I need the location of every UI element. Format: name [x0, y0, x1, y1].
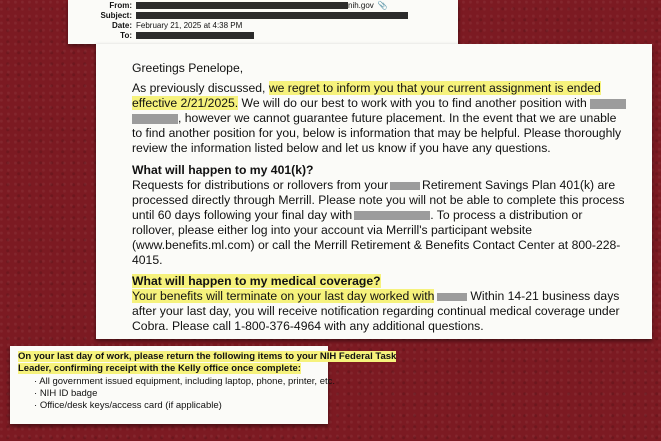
list-item-text: Office/desk keys/access card (if applicable) [39, 400, 222, 411]
redacted-recipient [136, 32, 254, 39]
401k-line-4: rollover, please either log into your account via Merrill's participant website [132, 223, 532, 237]
intro-text: As previously discussed, [132, 81, 269, 95]
return-note-text: On your last day of work, please return the following items to your NIH Federal Task [18, 351, 397, 362]
subject-row [68, 11, 408, 21]
list-item: · Office/desk keys/access card (if applicable) [34, 400, 222, 411]
intro-line-4: to find another position for you, below is information that may be helpful. Please thoroughly [132, 126, 622, 140]
return-items-note [10, 346, 397, 424]
redacted-company [132, 114, 178, 124]
medical-text: Within 14-21 business days [470, 289, 620, 303]
redacted-company [390, 182, 420, 190]
401k-text: until 60 days following your final day with [132, 208, 353, 222]
from-domain[interactable]: nih.gov [348, 1, 374, 10]
medical-heading [132, 274, 381, 289]
greeting: Greetings Penelope, [132, 61, 244, 75]
401k-heading: What will happen to my 401(k)? [132, 163, 314, 177]
401k-line-1 [132, 178, 615, 193]
email-header [68, 0, 458, 44]
redacted-company [590, 99, 626, 109]
intro-text: , however we cannot guarantee future placement. In the event that we are unable [178, 111, 617, 125]
401k-line-6: 4015. [132, 253, 163, 267]
medical-line-3: Cobra. Please call 1-800-376-4964 with any additional questions. [132, 319, 484, 333]
401k-text: Retirement Savings Plan 401(k) are [422, 178, 616, 192]
401k-line-2: processed directly through Merrill. Please note you will not be able to complete this process [132, 193, 625, 207]
return-note-text: Leader, confirming receipt with the Kelly office once complete: [18, 363, 301, 374]
date-value: February 21, 2025 at 4:38 PM [136, 21, 243, 30]
subject-label: Subject: [100, 11, 132, 20]
401k-text: . To process a distribution or [430, 208, 583, 222]
paperclip-icon[interactable]: 📎 [377, 1, 388, 10]
intro-line-3 [132, 111, 616, 126]
medical-heading-text: What will happen to my medical coverage? [132, 274, 381, 288]
intro-line-2 [132, 96, 626, 111]
intro-line-1 [132, 81, 601, 96]
list-item-text: NIH ID badge [39, 388, 98, 399]
intro-text: We will do our best to work with you to find another position with [238, 96, 587, 110]
to-row [68, 31, 254, 41]
from-row [68, 1, 388, 11]
return-note-line-2 [18, 363, 301, 375]
list-item: · All government issued equipment, including laptop, phone, printer, etc. [34, 376, 336, 387]
list-item-text: All government issued equipment, including laptop, phone, printer, etc. [39, 376, 336, 387]
intro-line-5: review the information listed below and let us know if you have any questions. [132, 141, 551, 155]
redacted-sender [136, 2, 348, 9]
redacted-subject [136, 12, 408, 19]
return-note-line-1 [18, 351, 396, 363]
date-label: Date: [111, 21, 132, 30]
highlighted-ending-notice: we regret to inform you that your current assignment is ended [268, 81, 601, 95]
redacted-company [354, 211, 430, 220]
highlighted-benefits-end: Your benefits will terminate on your last day worked with [132, 289, 435, 303]
redacted-company [437, 293, 467, 301]
list-item: · NIH ID badge [34, 388, 98, 399]
highlighted-effective-date: effective 2/21/2025. [132, 96, 239, 110]
from-label: From: [109, 1, 132, 10]
401k-text: Requests for distributions or rollovers from your [132, 178, 389, 192]
date-row [68, 21, 242, 31]
medical-line-1 [132, 289, 619, 304]
medical-line-2: after your last day, you will receive notification regarding continual medical coverage under [132, 304, 620, 318]
email-body [96, 44, 652, 339]
401k-line-5: (www.benefits.ml.com) or call the Merrill Retirement & Benefits Contact Center at 800-228- [132, 238, 621, 252]
401k-line-3 [132, 208, 582, 223]
to-label: To: [120, 31, 132, 40]
